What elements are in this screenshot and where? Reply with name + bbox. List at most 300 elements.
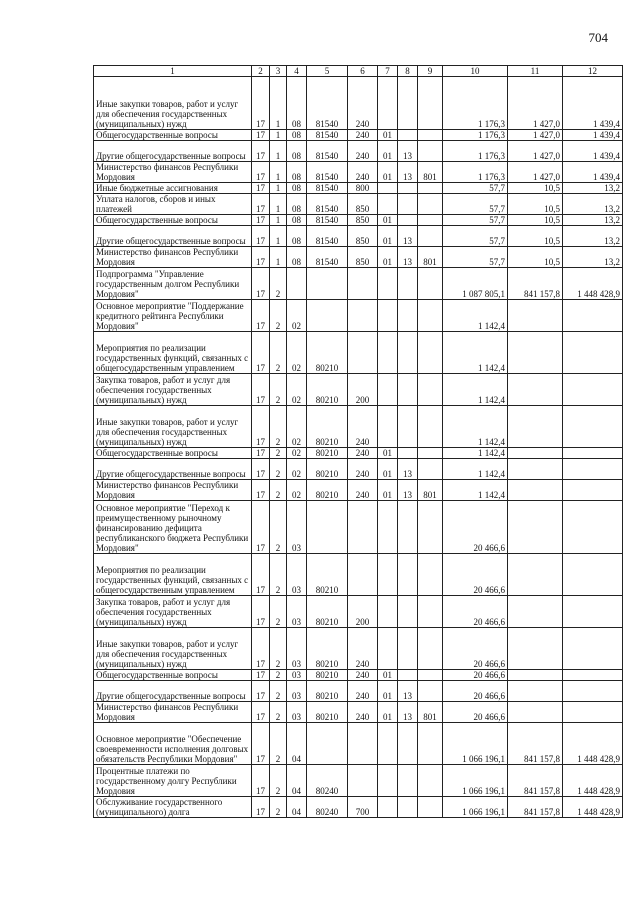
- amount-cell: [508, 554, 563, 596]
- code-cell: [378, 194, 398, 215]
- amount-cell: 10,5: [508, 215, 563, 226]
- code-cell: 17: [252, 448, 270, 459]
- row-name-cell: Министерство финансов Республики Мордовия: [94, 702, 252, 723]
- code-cell: [378, 501, 398, 554]
- code-cell: [398, 554, 418, 596]
- code-cell: 01: [378, 480, 398, 501]
- code-cell: 17: [252, 765, 270, 797]
- code-cell: [418, 448, 443, 459]
- table-row: [94, 501, 623, 554]
- column-header: 3: [270, 66, 287, 77]
- amount-cell: 57,7: [443, 215, 508, 226]
- code-cell: 2: [270, 332, 287, 374]
- code-cell: [398, 448, 418, 459]
- code-cell: 240: [348, 681, 378, 702]
- code-cell: 80210: [307, 448, 348, 459]
- row-name-cell: Иные закупки товаров, работ и услуг для обеспечения государственных (муниципальных) нужд: [94, 628, 252, 670]
- amount-cell: 1 439,4: [563, 77, 623, 130]
- code-cell: 2: [270, 702, 287, 723]
- code-cell: 02: [287, 300, 307, 332]
- code-cell: [348, 501, 378, 554]
- code-cell: 2: [270, 300, 287, 332]
- code-cell: [287, 268, 307, 300]
- amount-cell: [563, 670, 623, 681]
- code-cell: 01: [378, 702, 398, 723]
- table-row: [94, 194, 623, 215]
- code-cell: 01: [378, 130, 398, 141]
- amount-cell: 1 439,4: [563, 141, 623, 162]
- column-header: 9: [418, 66, 443, 77]
- code-cell: 13: [398, 480, 418, 501]
- code-cell: 08: [287, 226, 307, 247]
- row-name-cell: Общегосударственные вопросы: [94, 448, 252, 459]
- code-cell: [378, 183, 398, 194]
- row-name-cell: Общегосударственные вопросы: [94, 670, 252, 681]
- table-row: [94, 268, 623, 300]
- amount-cell: 57,7: [443, 226, 508, 247]
- code-cell: 2: [270, 670, 287, 681]
- code-cell: [378, 554, 398, 596]
- amount-cell: [563, 596, 623, 628]
- amount-cell: 13,2: [563, 215, 623, 226]
- code-cell: 240: [348, 406, 378, 448]
- code-cell: 17: [252, 300, 270, 332]
- amount-cell: [508, 628, 563, 670]
- row-name-cell: Мероприятия по реализации государственных функций, связанных с общегосударственным управлением: [94, 554, 252, 596]
- amount-cell: 1 427,0: [508, 162, 563, 183]
- code-cell: 1: [270, 194, 287, 215]
- row-name-cell: Уплата налогов, сборов и иных платежей: [94, 194, 252, 215]
- code-cell: 03: [287, 554, 307, 596]
- code-cell: [418, 406, 443, 448]
- code-cell: [398, 194, 418, 215]
- code-cell: 17: [252, 194, 270, 215]
- row-name-cell: Министерство финансов Республики Мордовия: [94, 162, 252, 183]
- amount-cell: 1 142,4: [443, 480, 508, 501]
- amount-cell: 1 439,4: [563, 162, 623, 183]
- table-row: [94, 702, 623, 723]
- row-name-cell: Общегосударственные вопросы: [94, 130, 252, 141]
- code-cell: [398, 268, 418, 300]
- code-cell: 801: [418, 702, 443, 723]
- code-cell: 17: [252, 501, 270, 554]
- amount-cell: [563, 554, 623, 596]
- code-cell: [418, 226, 443, 247]
- amount-cell: 1 087 805,1: [443, 268, 508, 300]
- code-cell: [418, 797, 443, 818]
- code-cell: [398, 332, 418, 374]
- code-cell: 02: [287, 374, 307, 406]
- amount-cell: 10,5: [508, 194, 563, 215]
- code-cell: [378, 723, 398, 765]
- row-name-cell: Иные закупки товаров, работ и услуг для обеспечения государственных (муниципальных) нужд: [94, 77, 252, 130]
- amount-cell: [508, 501, 563, 554]
- table-row: [94, 406, 623, 448]
- amount-cell: [508, 448, 563, 459]
- code-cell: 80210: [307, 681, 348, 702]
- row-name-cell: Основное мероприятие "Переход к преимущественному рыночному финансированию дефицита республиканского бюджета Республики Мордовия": [94, 501, 252, 554]
- code-cell: 2: [270, 596, 287, 628]
- amount-cell: 1 176,3: [443, 141, 508, 162]
- code-cell: [418, 501, 443, 554]
- column-header: 6: [348, 66, 378, 77]
- code-cell: 17: [252, 268, 270, 300]
- row-name-cell: Другие общегосударственные вопросы: [94, 459, 252, 480]
- row-name-cell: Основное мероприятие "Обеспечение своевременности исполнения долговых обязательств Республики Мордовия": [94, 723, 252, 765]
- code-cell: 04: [287, 765, 307, 797]
- code-cell: 17: [252, 247, 270, 268]
- code-cell: [307, 723, 348, 765]
- code-cell: 1: [270, 183, 287, 194]
- code-cell: [398, 130, 418, 141]
- table-row: [94, 480, 623, 501]
- table-row: [94, 554, 623, 596]
- amount-cell: 841 157,8: [508, 765, 563, 797]
- amount-cell: 10,5: [508, 226, 563, 247]
- amount-cell: [508, 374, 563, 406]
- header-row: [94, 66, 623, 77]
- amount-cell: 841 157,8: [508, 797, 563, 818]
- code-cell: 03: [287, 670, 307, 681]
- amount-cell: 1 439,4: [563, 130, 623, 141]
- code-cell: 1: [270, 247, 287, 268]
- code-cell: [398, 670, 418, 681]
- code-cell: 17: [252, 141, 270, 162]
- code-cell: 240: [348, 162, 378, 183]
- code-cell: [418, 374, 443, 406]
- code-cell: 17: [252, 459, 270, 480]
- table-row: [94, 596, 623, 628]
- code-cell: 850: [348, 194, 378, 215]
- code-cell: 240: [348, 141, 378, 162]
- code-cell: 03: [287, 628, 307, 670]
- table-row: [94, 183, 623, 194]
- amount-cell: [508, 702, 563, 723]
- row-name-cell: Иные закупки товаров, работ и услуг для обеспечения государственных (муниципальных) нужд: [94, 406, 252, 448]
- code-cell: 01: [378, 670, 398, 681]
- code-cell: 240: [348, 480, 378, 501]
- amount-cell: [563, 448, 623, 459]
- code-cell: [378, 765, 398, 797]
- code-cell: [418, 300, 443, 332]
- code-cell: [378, 596, 398, 628]
- code-cell: [418, 130, 443, 141]
- amount-cell: 20 466,6: [443, 681, 508, 702]
- amount-cell: 20 466,6: [443, 628, 508, 670]
- code-cell: 02: [287, 406, 307, 448]
- code-cell: [398, 765, 418, 797]
- amount-cell: 20 466,6: [443, 596, 508, 628]
- code-cell: 08: [287, 141, 307, 162]
- code-cell: 801: [418, 162, 443, 183]
- code-cell: 2: [270, 681, 287, 702]
- row-name-cell: Обслуживание государственного (муниципального) долга: [94, 797, 252, 818]
- code-cell: 08: [287, 162, 307, 183]
- code-cell: 81540: [307, 247, 348, 268]
- code-cell: 03: [287, 681, 307, 702]
- code-cell: 02: [287, 448, 307, 459]
- code-cell: [418, 215, 443, 226]
- table-row: [94, 681, 623, 702]
- row-name-cell: Процентные платежи по государственному долгу Республики Мордовия: [94, 765, 252, 797]
- code-cell: [348, 300, 378, 332]
- amount-cell: [563, 480, 623, 501]
- table-row: [94, 226, 623, 247]
- code-cell: 2: [270, 448, 287, 459]
- column-header: 5: [307, 66, 348, 77]
- amount-cell: [508, 596, 563, 628]
- row-name-cell: Закупка товаров, работ и услуг для обеспечения государственных (муниципальных) нужд: [94, 374, 252, 406]
- code-cell: 80210: [307, 406, 348, 448]
- code-cell: 08: [287, 194, 307, 215]
- amount-cell: 1 448 428,9: [563, 268, 623, 300]
- code-cell: [418, 141, 443, 162]
- code-cell: [418, 194, 443, 215]
- code-cell: 1: [270, 226, 287, 247]
- code-cell: [378, 332, 398, 374]
- code-cell: 04: [287, 797, 307, 818]
- column-header: 7: [378, 66, 398, 77]
- amount-cell: 1 142,4: [443, 374, 508, 406]
- code-cell: 1: [270, 77, 287, 130]
- amount-cell: 10,5: [508, 183, 563, 194]
- code-cell: 80210: [307, 459, 348, 480]
- table-row: [94, 332, 623, 374]
- code-cell: 08: [287, 215, 307, 226]
- code-cell: 81540: [307, 194, 348, 215]
- amount-cell: 20 466,6: [443, 554, 508, 596]
- code-cell: 2: [270, 374, 287, 406]
- code-cell: 81540: [307, 226, 348, 247]
- column-header: 8: [398, 66, 418, 77]
- row-name-cell: Министерство финансов Республики Мордовия: [94, 480, 252, 501]
- amount-cell: 841 157,8: [508, 268, 563, 300]
- amount-cell: 1 448 428,9: [563, 723, 623, 765]
- amount-cell: 841 157,8: [508, 723, 563, 765]
- code-cell: 02: [287, 459, 307, 480]
- code-cell: 800: [348, 183, 378, 194]
- code-cell: 80210: [307, 628, 348, 670]
- code-cell: [418, 332, 443, 374]
- code-cell: 13: [398, 681, 418, 702]
- code-cell: 08: [287, 130, 307, 141]
- amount-cell: [563, 300, 623, 332]
- amount-cell: 20 466,6: [443, 670, 508, 681]
- code-cell: 17: [252, 226, 270, 247]
- amount-cell: 1 176,3: [443, 130, 508, 141]
- table-row: [94, 130, 623, 141]
- code-cell: [398, 215, 418, 226]
- amount-cell: 57,7: [443, 247, 508, 268]
- code-cell: 01: [378, 681, 398, 702]
- amount-cell: 1 176,3: [443, 162, 508, 183]
- code-cell: [378, 300, 398, 332]
- amount-cell: [508, 670, 563, 681]
- code-cell: 03: [287, 596, 307, 628]
- amount-cell: [563, 681, 623, 702]
- code-cell: 01: [378, 448, 398, 459]
- amount-cell: 1 448 428,9: [563, 765, 623, 797]
- code-cell: 17: [252, 797, 270, 818]
- amount-cell: [508, 459, 563, 480]
- amount-cell: 1 448 428,9: [563, 797, 623, 818]
- budget-table: [93, 65, 623, 818]
- code-cell: 2: [270, 765, 287, 797]
- code-cell: 13: [398, 226, 418, 247]
- code-cell: [398, 501, 418, 554]
- code-cell: 80210: [307, 332, 348, 374]
- code-cell: 08: [287, 183, 307, 194]
- row-name-cell: Подпрограмма "Управление государственным долгом Республики Мордовия": [94, 268, 252, 300]
- code-cell: 200: [348, 596, 378, 628]
- amount-cell: 1 176,3: [443, 77, 508, 130]
- code-cell: 13: [398, 162, 418, 183]
- code-cell: [398, 596, 418, 628]
- table-row: [94, 628, 623, 670]
- code-cell: 1: [270, 130, 287, 141]
- code-cell: 801: [418, 480, 443, 501]
- code-cell: 17: [252, 723, 270, 765]
- row-name-cell: Общегосударственные вопросы: [94, 215, 252, 226]
- code-cell: [398, 797, 418, 818]
- code-cell: 80210: [307, 374, 348, 406]
- code-cell: 08: [287, 247, 307, 268]
- code-cell: [378, 406, 398, 448]
- row-name-cell: Закупка товаров, работ и услуг для обеспечения государственных (муниципальных) нужд: [94, 596, 252, 628]
- code-cell: 08: [287, 77, 307, 130]
- code-cell: [418, 681, 443, 702]
- code-cell: 13: [398, 247, 418, 268]
- code-cell: 2: [270, 501, 287, 554]
- code-cell: [418, 459, 443, 480]
- code-cell: [398, 628, 418, 670]
- code-cell: 81540: [307, 162, 348, 183]
- table-row: [94, 765, 623, 797]
- code-cell: 17: [252, 130, 270, 141]
- code-cell: 17: [252, 162, 270, 183]
- code-cell: [307, 268, 348, 300]
- code-cell: 17: [252, 406, 270, 448]
- table-row: [94, 723, 623, 765]
- code-cell: 700: [348, 797, 378, 818]
- code-cell: 17: [252, 332, 270, 374]
- code-cell: 850: [348, 247, 378, 268]
- amount-cell: 57,7: [443, 194, 508, 215]
- code-cell: 240: [348, 448, 378, 459]
- code-cell: 1: [270, 215, 287, 226]
- table-row: [94, 459, 623, 480]
- code-cell: 240: [348, 130, 378, 141]
- amount-cell: 1 066 196,1: [443, 765, 508, 797]
- code-cell: 01: [378, 215, 398, 226]
- amount-cell: 13,2: [563, 247, 623, 268]
- table-row: [94, 300, 623, 332]
- column-header: 1: [94, 66, 252, 77]
- amount-cell: 1 066 196,1: [443, 797, 508, 818]
- amount-cell: 57,7: [443, 183, 508, 194]
- code-cell: 04: [287, 723, 307, 765]
- code-cell: [418, 77, 443, 130]
- code-cell: 01: [378, 226, 398, 247]
- code-cell: 80210: [307, 702, 348, 723]
- code-cell: [307, 501, 348, 554]
- code-cell: 17: [252, 670, 270, 681]
- code-cell: 80240: [307, 797, 348, 818]
- code-cell: 02: [287, 332, 307, 374]
- code-cell: [398, 374, 418, 406]
- amount-cell: 1 142,4: [443, 459, 508, 480]
- code-cell: [348, 554, 378, 596]
- code-cell: [418, 670, 443, 681]
- code-cell: 17: [252, 77, 270, 130]
- code-cell: 13: [398, 702, 418, 723]
- amount-cell: 20 466,6: [443, 702, 508, 723]
- code-cell: 2: [270, 554, 287, 596]
- code-cell: 80240: [307, 765, 348, 797]
- code-cell: [378, 77, 398, 130]
- code-cell: 81540: [307, 141, 348, 162]
- code-cell: 240: [348, 702, 378, 723]
- table-row: [94, 374, 623, 406]
- code-cell: [348, 268, 378, 300]
- table-row: [94, 162, 623, 183]
- row-name-cell: Другие общегосударственные вопросы: [94, 226, 252, 247]
- code-cell: 1: [270, 141, 287, 162]
- amount-cell: 1 142,4: [443, 300, 508, 332]
- table-row: [94, 215, 623, 226]
- code-cell: 2: [270, 268, 287, 300]
- amount-cell: 1 066 196,1: [443, 723, 508, 765]
- row-name-cell: Другие общегосударственные вопросы: [94, 681, 252, 702]
- column-header: 2: [252, 66, 270, 77]
- code-cell: 17: [252, 681, 270, 702]
- code-cell: 240: [348, 459, 378, 480]
- code-cell: 1: [270, 162, 287, 183]
- code-cell: 80210: [307, 554, 348, 596]
- table-row: [94, 247, 623, 268]
- amount-cell: [563, 501, 623, 554]
- code-cell: 81540: [307, 183, 348, 194]
- code-cell: 17: [252, 374, 270, 406]
- code-cell: [418, 183, 443, 194]
- code-cell: [378, 374, 398, 406]
- code-cell: 17: [252, 183, 270, 194]
- code-cell: 13: [398, 141, 418, 162]
- code-cell: [398, 406, 418, 448]
- code-cell: 17: [252, 628, 270, 670]
- row-name-cell: Министерство финансов Республики Мордовия: [94, 247, 252, 268]
- table-row: [94, 448, 623, 459]
- code-cell: 2: [270, 797, 287, 818]
- column-header: 4: [287, 66, 307, 77]
- code-cell: [398, 723, 418, 765]
- code-cell: 80210: [307, 480, 348, 501]
- amount-cell: [563, 332, 623, 374]
- code-cell: [418, 268, 443, 300]
- code-cell: [348, 723, 378, 765]
- amount-cell: 1 142,4: [443, 406, 508, 448]
- code-cell: [398, 183, 418, 194]
- code-cell: 02: [287, 480, 307, 501]
- amount-cell: [508, 681, 563, 702]
- table-row: [94, 670, 623, 681]
- code-cell: [398, 77, 418, 130]
- table-body: [94, 77, 623, 818]
- amount-cell: [563, 628, 623, 670]
- code-cell: [348, 332, 378, 374]
- code-cell: 81540: [307, 215, 348, 226]
- code-cell: 80210: [307, 670, 348, 681]
